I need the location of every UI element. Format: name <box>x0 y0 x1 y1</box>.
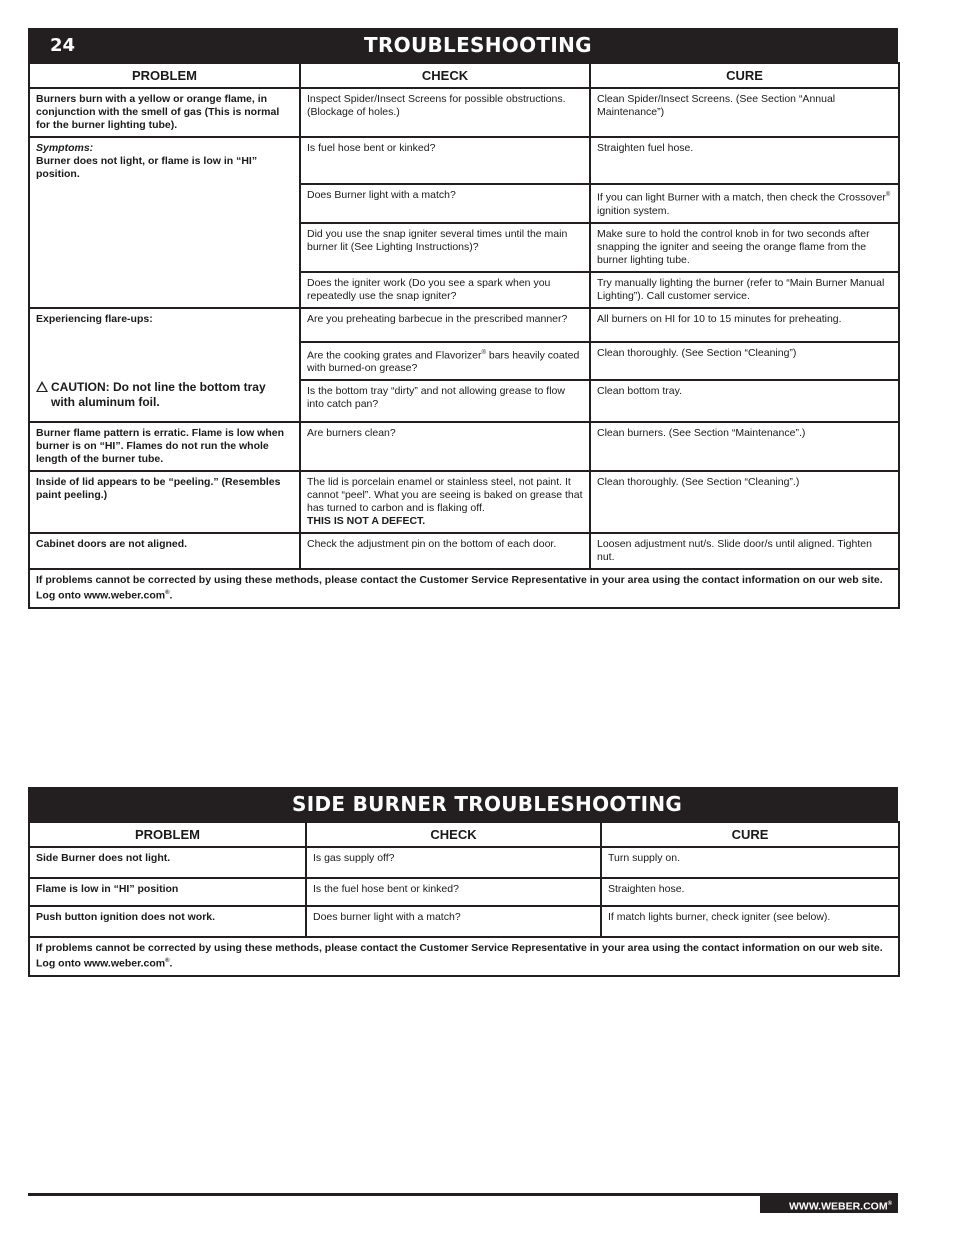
problem-cell: Inside of lid appears to be “peeling.” (Resembles paint peeling.) <box>29 471 300 533</box>
cure-cell: Clean burners. (See Section “Maintenance”.) <box>590 422 899 471</box>
problem-cell: Burner flame pattern is erratic. Flame is low when burner is on “HI”. Flames do not run the whole length of the burner tube. <box>29 422 300 471</box>
table-row <box>29 422 899 471</box>
check-cell: The lid is porcelain enamel or stainless steel, not paint. It cannot “peel”. What you are seeing is baked on grease that has turned to carbon and is flaking off. THIS IS NOT A DEFECT. <box>300 471 590 533</box>
table-row <box>29 88 899 137</box>
troubleshooting-section <box>28 28 898 609</box>
problem-text: Experiencing flare-ups: <box>36 312 153 325</box>
problem-cell: Side Burner does not light. <box>29 847 306 878</box>
header-check: CHECK <box>300 63 590 88</box>
check-cell: Did you use the snap igniter several times until the main burner lit (See Lighting Instructions)? <box>300 223 590 272</box>
contact-note: If problems cannot be corrected by using these methods, please contact the Customer Service Representative in your area using the contact information on our web site. Log onto www.weber.com®. <box>29 569 899 608</box>
cure-cell: Clean thoroughly. (See Section “Cleaning”) <box>590 342 899 381</box>
cure-cell: Make sure to hold the control knob in for two seconds after snapping the igniter and seeing the orange flame from the burner lighting tube. <box>590 223 899 272</box>
table-header-row <box>29 63 899 88</box>
check-cell: Check the adjustment pin on the bottom of each door. <box>300 533 590 569</box>
check-cell: Are burners clean? <box>300 422 590 471</box>
cure-cell: Turn supply on. <box>601 847 899 878</box>
side-burner-title-bar <box>28 787 898 821</box>
table-row <box>29 878 899 906</box>
table-header-row <box>29 822 899 847</box>
check-cell: Inspect Spider/Insect Screens for possible obstructions. (Blockage of holes.) <box>300 88 590 137</box>
table-row <box>29 847 899 878</box>
side-burner-table <box>28 821 900 977</box>
side-burner-section <box>28 787 898 977</box>
table-note-row <box>29 937 899 976</box>
troubleshooting-title-bar <box>28 28 898 62</box>
problem-text: Burner does not light, or flame is low in “HI” position. <box>36 155 258 180</box>
problem-cell: Burners burn with a yellow or orange flame, in conjunction with the smell of gas (This is normal for the burner lighting tube). <box>29 88 300 137</box>
header-problem: PROBLEM <box>29 822 306 847</box>
check-cell: Is the bottom tray “dirty” and not allowing grease to flow into catch pan? <box>300 380 590 422</box>
caution-note: CAUTION: Do not line the bottom tray with aluminum foil. <box>36 380 293 410</box>
warning-icon <box>36 381 48 392</box>
cure-cell: Loosen adjustment nut/s. Slide door/s until aligned. Tighten nut. <box>590 533 899 569</box>
cure-cell: Try manually lighting the burner (refer to “Main Burner Manual Lighting”). Call customer service. <box>590 272 899 308</box>
header-check: CHECK <box>306 822 601 847</box>
header-problem: PROBLEM <box>29 63 300 88</box>
footer-website[interactable]: WWW.WEBER.COM® <box>760 1196 898 1213</box>
cure-cell: Straighten fuel hose. <box>590 137 899 184</box>
check-cell: Does burner light with a match? <box>306 906 601 937</box>
check-cell: Does Burner light with a match? <box>300 184 590 223</box>
table-row <box>29 308 899 342</box>
problem-cell: Flame is low in “HI” position <box>29 878 306 906</box>
check-cell: Are the cooking grates and Flavorizer® bars heavily coated with burned-on grease? <box>300 342 590 381</box>
table-row <box>29 137 899 184</box>
troubleshooting-title: TROUBLESHOOTING <box>364 33 592 57</box>
header-cure: CURE <box>590 63 899 88</box>
cure-cell: Straighten hose. <box>601 878 899 906</box>
cure-cell: All burners on HI for 10 to 15 minutes for preheating. <box>590 308 899 342</box>
problem-cell: Push button ignition does not work. <box>29 906 306 937</box>
cure-cell: Clean thoroughly. (See Section “Cleaning”.) <box>590 471 899 533</box>
table-row <box>29 906 899 937</box>
cure-cell: If match lights burner, check igniter (see below). <box>601 906 899 937</box>
check-cell: Is gas supply off? <box>306 847 601 878</box>
cure-cell: Clean Spider/Insect Screens. (See Section “Annual Maintenance”) <box>590 88 899 137</box>
troubleshooting-table <box>28 62 900 609</box>
cure-cell: If you can light Burner with a match, then check the Crossover® ignition system. <box>590 184 899 223</box>
problem-cell: Cabinet doors are not aligned. <box>29 533 300 569</box>
contact-note: If problems cannot be corrected by using these methods, please contact the Customer Service Representative in your area using the contact information on our web site. Log onto www.weber.com®. <box>29 937 899 976</box>
table-row <box>29 471 899 533</box>
problem-cell <box>29 308 300 423</box>
table-row <box>29 533 899 569</box>
page-number: 24 <box>50 35 76 56</box>
check-cell: Is fuel hose bent or kinked? <box>300 137 590 184</box>
side-burner-title: SIDE BURNER TROUBLESHOOTING <box>292 792 683 816</box>
check-cell: Does the igniter work (Do you see a spark when you repeatedly use the snap igniter? <box>300 272 590 308</box>
cure-cell: Clean bottom tray. <box>590 380 899 422</box>
check-cell: Are you preheating barbecue in the prescribed manner? <box>300 308 590 342</box>
check-cell: Is the fuel hose bent or kinked? <box>306 878 601 906</box>
problem-cell <box>29 137 300 308</box>
symptoms-label: Symptoms: <box>36 142 94 154</box>
header-cure: CURE <box>601 822 899 847</box>
table-note-row <box>29 569 899 608</box>
